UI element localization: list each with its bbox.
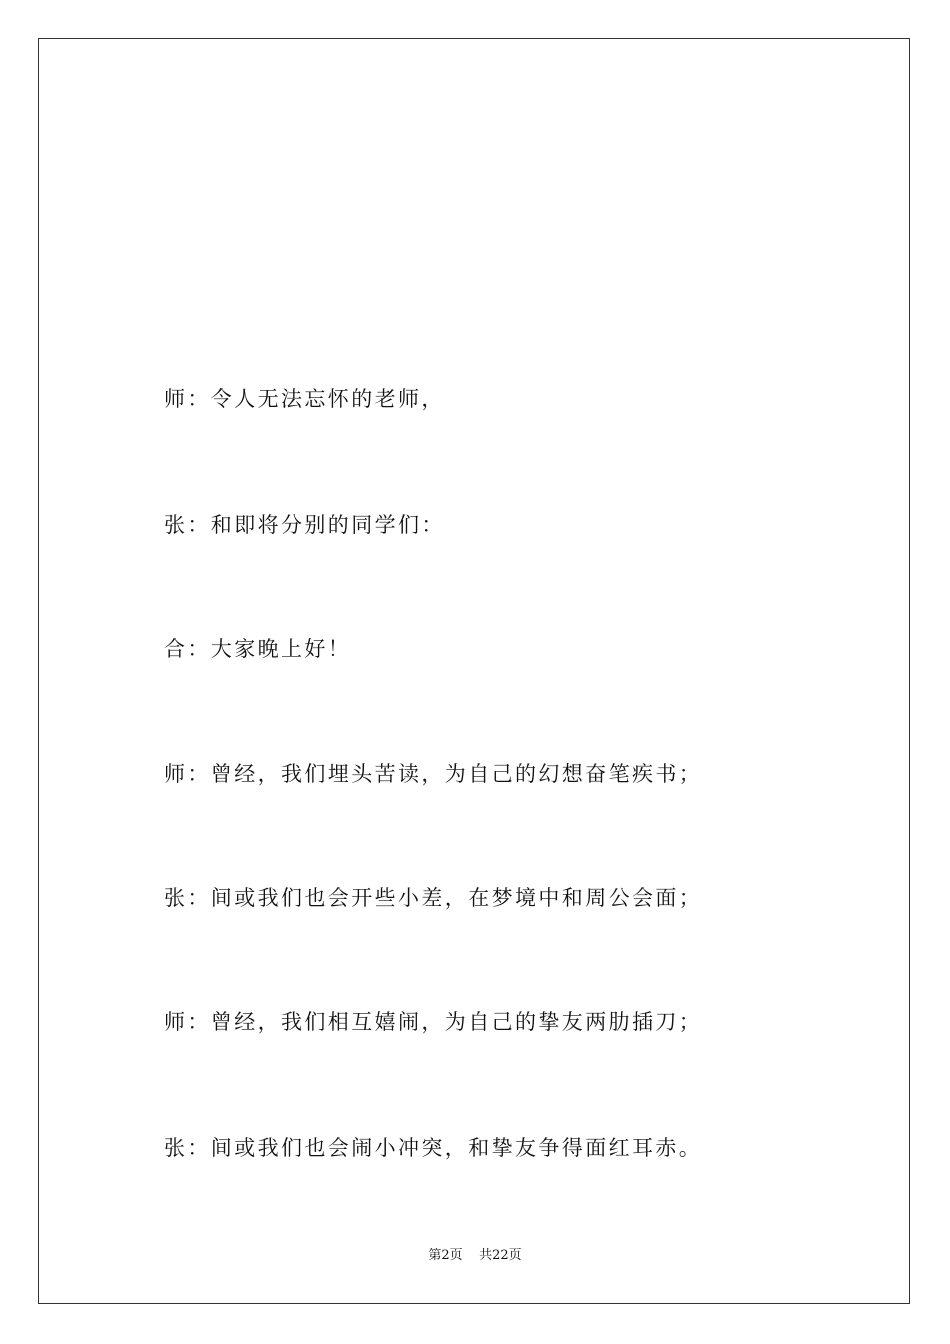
dialogue-line-4: 师：曾经，我们埋头苦读，为自己的幻想奋笔疾书； [164,762,703,786]
dialogue-line-7: 张：间或我们也会闹小冲突，和挚友争得面红耳赤。 [164,1136,703,1160]
current-page-number: 第2页 [428,1248,463,1263]
dialogue-line-6: 师：曾经，我们相互嬉闹，为自己的挚友两肋插刀； [164,1010,703,1034]
dialogue-line-2: 张：和即将分别的同学们： [164,513,445,537]
page-border [38,38,910,1304]
footer-spacer [463,1248,480,1263]
dialogue-line-3: 合：大家晚上好！ [164,637,352,661]
dialogue-line-5: 张：间或我们也会开些小差，在梦境中和周公会面； [164,886,703,910]
total-page-count: 共22页 [479,1248,522,1263]
dialogue-line-1: 师：令人无法忘怀的老师， [164,387,445,411]
page-footer [0,1247,950,1265]
